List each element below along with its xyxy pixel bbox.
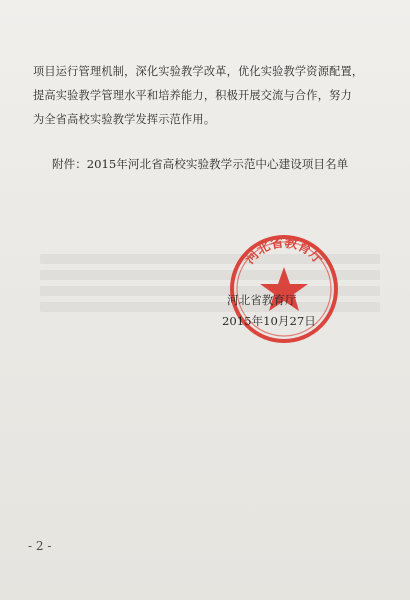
body-line-3: 为全省高校实验教学发挥示范作用。 bbox=[33, 113, 216, 126]
issue-date: 2015年10月27日 bbox=[222, 314, 316, 328]
body-text bbox=[33, 60, 379, 132]
attachment-line: 附件：2015年河北省高校实验教学示范中心建设项目名单 bbox=[52, 157, 349, 171]
issuer-name: 河北省教育厅 bbox=[227, 293, 297, 307]
page-number: - 2 - bbox=[28, 539, 52, 553]
body-line-1: 项目运行管理机制，深化实验教学改革，优化实验教学资源配置， bbox=[33, 65, 364, 78]
svg-text:河北省教育厅: 河北省教育厅 bbox=[242, 235, 326, 268]
body-line-2: 提高实验教学管理水平和培养能力，积极开展交流与合作，努力 bbox=[33, 89, 352, 102]
